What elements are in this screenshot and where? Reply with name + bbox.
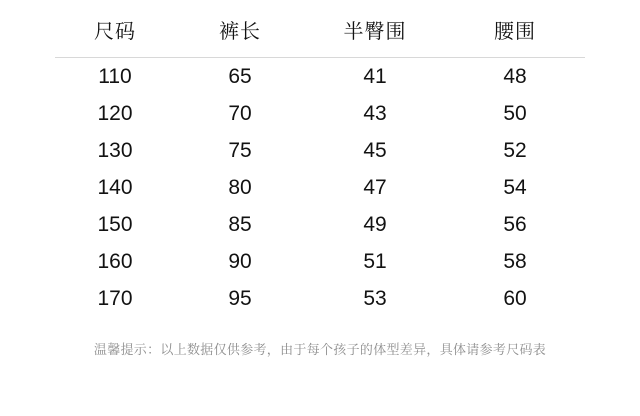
table-row [55, 58, 585, 96]
table-row [55, 280, 585, 317]
cell-waist: 54 [503, 175, 527, 199]
cell-size: 150 [97, 212, 133, 236]
cell-hip: 51 [363, 249, 387, 273]
cell-hip: 45 [363, 138, 387, 162]
column-header-waist: 腰围 [445, 1, 585, 58]
cell-hip: 49 [363, 212, 387, 236]
cell-length: 80 [228, 175, 252, 199]
column-header-size: 尺码 [55, 1, 175, 58]
cell-length: 75 [228, 138, 252, 162]
column-header-length: 裤长 [175, 1, 305, 58]
cell-size: 170 [97, 286, 133, 310]
size-chart-note: 温馨提示：以上数据仅供参考，由于每个孩子的体型差异，具体请参考尺码表 [93, 342, 547, 357]
size-chart-table [55, 1, 585, 317]
cell-size: 140 [97, 175, 133, 199]
cell-waist: 52 [503, 138, 527, 162]
table-row [55, 95, 585, 132]
table-row [55, 243, 585, 280]
cell-size: 160 [97, 249, 133, 273]
cell-hip: 41 [363, 64, 387, 88]
table-row [55, 169, 585, 206]
column-header-hip: 半臀围 [305, 1, 445, 58]
cell-length: 90 [228, 249, 252, 273]
cell-hip: 53 [363, 286, 387, 310]
cell-length: 95 [228, 286, 252, 310]
cell-size: 110 [98, 64, 132, 88]
cell-size: 130 [97, 138, 133, 162]
cell-length: 70 [228, 101, 252, 125]
cell-waist: 50 [503, 101, 527, 125]
bottom-spacer [0, 358, 640, 416]
cell-length: 65 [228, 64, 252, 88]
table-header-row [55, 1, 585, 58]
cell-waist: 48 [503, 64, 527, 88]
table-row [55, 206, 585, 243]
cell-hip: 47 [363, 175, 387, 199]
cell-waist: 60 [503, 286, 527, 310]
table-body [55, 58, 585, 318]
cell-waist: 58 [503, 249, 527, 273]
table-row [55, 132, 585, 169]
cell-hip: 43 [363, 101, 387, 125]
cell-waist: 56 [503, 212, 527, 236]
cell-size: 120 [97, 101, 133, 125]
cell-length: 85 [228, 212, 252, 236]
